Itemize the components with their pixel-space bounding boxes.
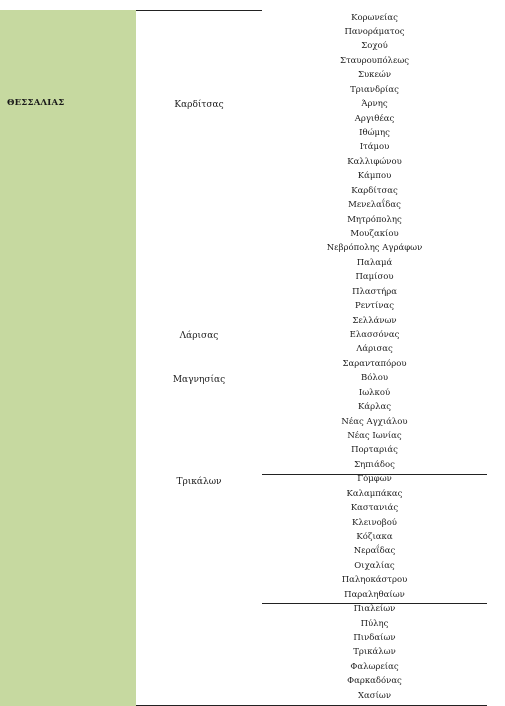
municipality-row: Πορταριάς <box>351 445 398 456</box>
municipality-row: Κόζιακα <box>356 531 393 542</box>
municipality-row: Παληοκάστρου <box>341 575 408 586</box>
municipality-row: Κάρλας <box>358 402 391 413</box>
municipality-row: Μενελαΐδας <box>348 200 401 211</box>
municipality-row: Καλλιφώνου <box>347 156 402 167</box>
municipality-row: Συκεών <box>358 70 391 81</box>
region-label: ΘΕΣΣΑΛΙΑΣ <box>7 98 65 108</box>
municipality-row: Σταυρουπόλεως <box>339 55 410 66</box>
municipality-row: Οιχαλίας <box>354 560 395 571</box>
region-column <box>0 10 136 706</box>
municipality-row: Νεβρόπολης Αγράφων <box>326 243 423 254</box>
municipality-row: Φαρκαδόνας <box>347 676 402 687</box>
regional-unit-label: Καρδίτσας <box>174 100 224 110</box>
municipality-row: Μητρόπολης <box>347 214 402 225</box>
municipality-row: Φαλωρείας <box>350 661 399 672</box>
municipality-row: Χασίων <box>357 690 392 701</box>
municipality-row: Ιτάμου <box>359 142 390 153</box>
municipality-row: Νεραΐδας <box>353 546 396 557</box>
municipality-row: Κορωνείας <box>351 12 398 23</box>
municipality-row: Βόλου <box>360 373 389 384</box>
municipality-row: Παμίσου <box>355 272 394 283</box>
municipality-row: Καρδίτσας <box>351 185 398 196</box>
municipality-row: Σηπιάδος <box>354 459 395 470</box>
municipality-row: Πλαστήρα <box>352 286 397 297</box>
municipality-row: Νέας Ιωνίας <box>347 430 402 441</box>
municipality-row: Τριανδρίας <box>350 84 399 95</box>
municipality-row: Ιθώμης <box>359 127 390 138</box>
municipality-row: Κάμπου <box>357 171 392 182</box>
municipality-row: Σοχού <box>361 41 388 52</box>
municipality-row: Κλεινοβού <box>352 517 397 528</box>
regional-unit-label: Μαγνησίας <box>172 375 226 385</box>
municipality-row: Γόμφων <box>357 474 392 485</box>
municipality-row: Σαρανταπόρου <box>342 358 407 369</box>
municipality-row: Ρεντίνας <box>355 301 394 312</box>
municipality-row: Ελασσόνας <box>349 329 400 340</box>
municipality-row: Μουζακίου <box>350 228 399 239</box>
municipality-row: Πιαλείων <box>353 604 396 615</box>
municipality-row: Λάρισας <box>356 344 393 355</box>
municipality-row: Άρνης <box>361 99 388 110</box>
municipality-row: Ιωλκού <box>358 387 391 398</box>
municipality-row: Νέας Αγχιάλου <box>341 416 408 427</box>
municipality-row: Καστανιάς <box>350 503 399 514</box>
municipality-row: Τρικάλων <box>353 647 396 658</box>
regional-unit-label: Λάρισας <box>179 331 219 341</box>
municipality-row: Πύλης <box>360 618 389 629</box>
municipality-row: Πινδαίων <box>353 632 396 643</box>
regional-unit-label: Τρικάλων <box>176 477 222 487</box>
municipality-row: Παλαμά <box>356 257 393 268</box>
municipality-row: Αργιθέας <box>354 113 395 124</box>
municipality-row: Παραληθαίων <box>344 589 405 600</box>
municipality-row: Σελλάνων <box>352 315 397 326</box>
municipality-row: Καλαμπάκας <box>346 488 403 499</box>
municipality-row: Πανοράματος <box>344 26 405 37</box>
top-rule <box>136 10 262 11</box>
